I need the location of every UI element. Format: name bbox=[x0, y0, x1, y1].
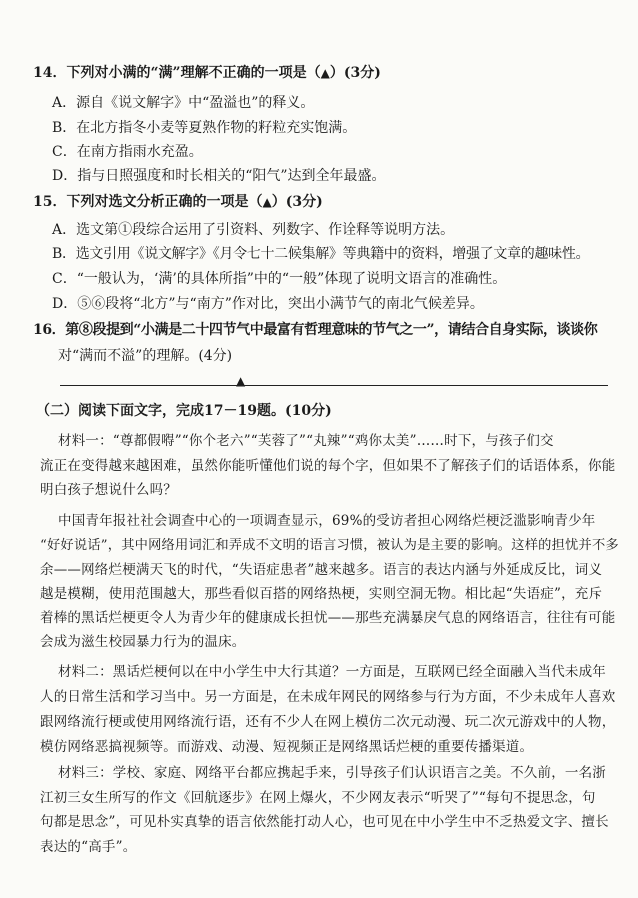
material1-line: 流正在变得越来越困难，虽然你能听懂他们说的每个字，但如果不了解孩子们的话语体系，你能 bbox=[40, 458, 616, 474]
material1-para2-line: 着棒的黑话烂梗更令人为青少年的健康成长担忧——那些充满暴戾气息的网络语言，往往有可能 bbox=[40, 610, 616, 626]
q14-option-d: D．指与日照强度和时长相关的“阳气”达到全年最盛。 bbox=[52, 168, 386, 184]
q14-score: ）(3分) bbox=[329, 65, 381, 81]
material2-line: 人的日常生活和学习当中。另一方面是，在未成年网民的网络参与行为方面，不少未成年人喜欢 bbox=[40, 689, 616, 705]
material1-para2-line: “好好说话”，其中网络用词汇和弄成不文明的语言习惯，被认为是主要的影响。这样的担忧并不多 bbox=[40, 538, 619, 553]
q15-option-b: B．选文引用《说文解字》《月令七十二候集解》等典籍中的资料，增强了文章的趣味性。 bbox=[52, 246, 590, 262]
section2-heading: （二）阅读下面文字，完成17－19题。(10分) bbox=[36, 403, 332, 419]
material3-line: 表达的“高手”。 bbox=[40, 839, 137, 855]
material1-para2-line: 会成为滋生校园暴力行为的温床。 bbox=[40, 634, 246, 650]
material1-para2-line: 余——网络烂梗满天飞的时代，“失语症患者”越来越多。语言的表达内涵与外延成反比，词义 bbox=[40, 562, 603, 578]
material2-line: 跟网络流行梗或使用网络流行语，还有不少人在网上模仿二次元动漫、玩二次元游戏中的人物， bbox=[40, 714, 616, 730]
material3-line: 材料三：学校、家庭、网络平台都应携起手来，引导孩子们认识语言之美。不久前，一名浙 bbox=[58, 765, 606, 781]
q14-option-b: B．在北方指冬小麦等夏熟作物的籽粒充实饱满。 bbox=[52, 120, 357, 136]
material3-line: 句都是思念”，可见朴实真挚的语言依然能打动人心，也可见在中小学生中不乏热爱文字、擅长 bbox=[40, 814, 609, 830]
q15-score: ）(3分) bbox=[271, 194, 323, 210]
q15-stem-text: 15．下列对选文分析正确的一项是（ bbox=[33, 194, 263, 210]
answer-triangle-icon: ▲ bbox=[262, 195, 272, 209]
q15-option-c: C．“一般认为，‘满’的具体所指”中的“一般”体现了说明文语言的准确性。 bbox=[52, 271, 507, 287]
q15-option-a: A．选文第①段综合运用了引资料、列数字、作诠释等说明方法。 bbox=[52, 222, 455, 238]
material1-line: 明白孩子想说什么吗？ bbox=[40, 482, 177, 498]
q14-stem bbox=[33, 64, 381, 82]
material1-para2-line: 中国青年报社社会调查中心的一项调查显示，69%的受访者担心网络烂梗泛滥影响青少年 bbox=[58, 513, 596, 529]
q14-option-c: C．在南方指雨水充盈。 bbox=[52, 144, 203, 160]
material1-para2-line: 越是模糊，使用范围越大，那些看似百搭的网络热梗，实则空洞无物。相比起“失语症”，充斥 bbox=[40, 586, 603, 602]
q14-option-a: A．源自《说文解字》中“盈溢也”的释义。 bbox=[52, 95, 315, 111]
q16-stem-line2: 对“满而不溢”的理解。(4分) bbox=[58, 348, 233, 364]
q14-stem-text: 14．下列对小满的“满”理解不正确的一项是（ bbox=[33, 65, 321, 81]
answer-triangle-icon: ▲ bbox=[320, 66, 330, 80]
q15-option-d: D．⑤⑥段将“北方”与“南方”作对比，突出小满节气的南北气候差异。 bbox=[52, 296, 484, 312]
answer-triangle-icon: ▲ bbox=[236, 374, 246, 388]
answer-line bbox=[60, 385, 608, 386]
q15-stem bbox=[33, 193, 323, 211]
material1-line: 材料一：“尊都假嘚”“你个老六”“芙蓉了”“丸辣”“鸡你太美”……时下，与孩子们交 bbox=[58, 433, 554, 449]
material3-line: 江初三女生所写的作文《回航逐步》在网上爆火，不少网友表示“听哭了”“每句不提思念，句 bbox=[40, 790, 596, 806]
q16-stem-line1: 16．第⑧段提到“小满是二十四节气中最富有哲理意味的节气之一”，请结合自身实际，谈谈你 bbox=[33, 322, 598, 338]
material2-line: 模仿网络恶搞视频等。而游戏、动漫、短视频正是网络黑话烂梗的重要传播渠道。 bbox=[40, 739, 534, 755]
material2-line: 材料二：黑话烂梗何以在中小学生中大行其道？一方面是，互联网已经全面融入当代未成年 bbox=[58, 664, 606, 680]
